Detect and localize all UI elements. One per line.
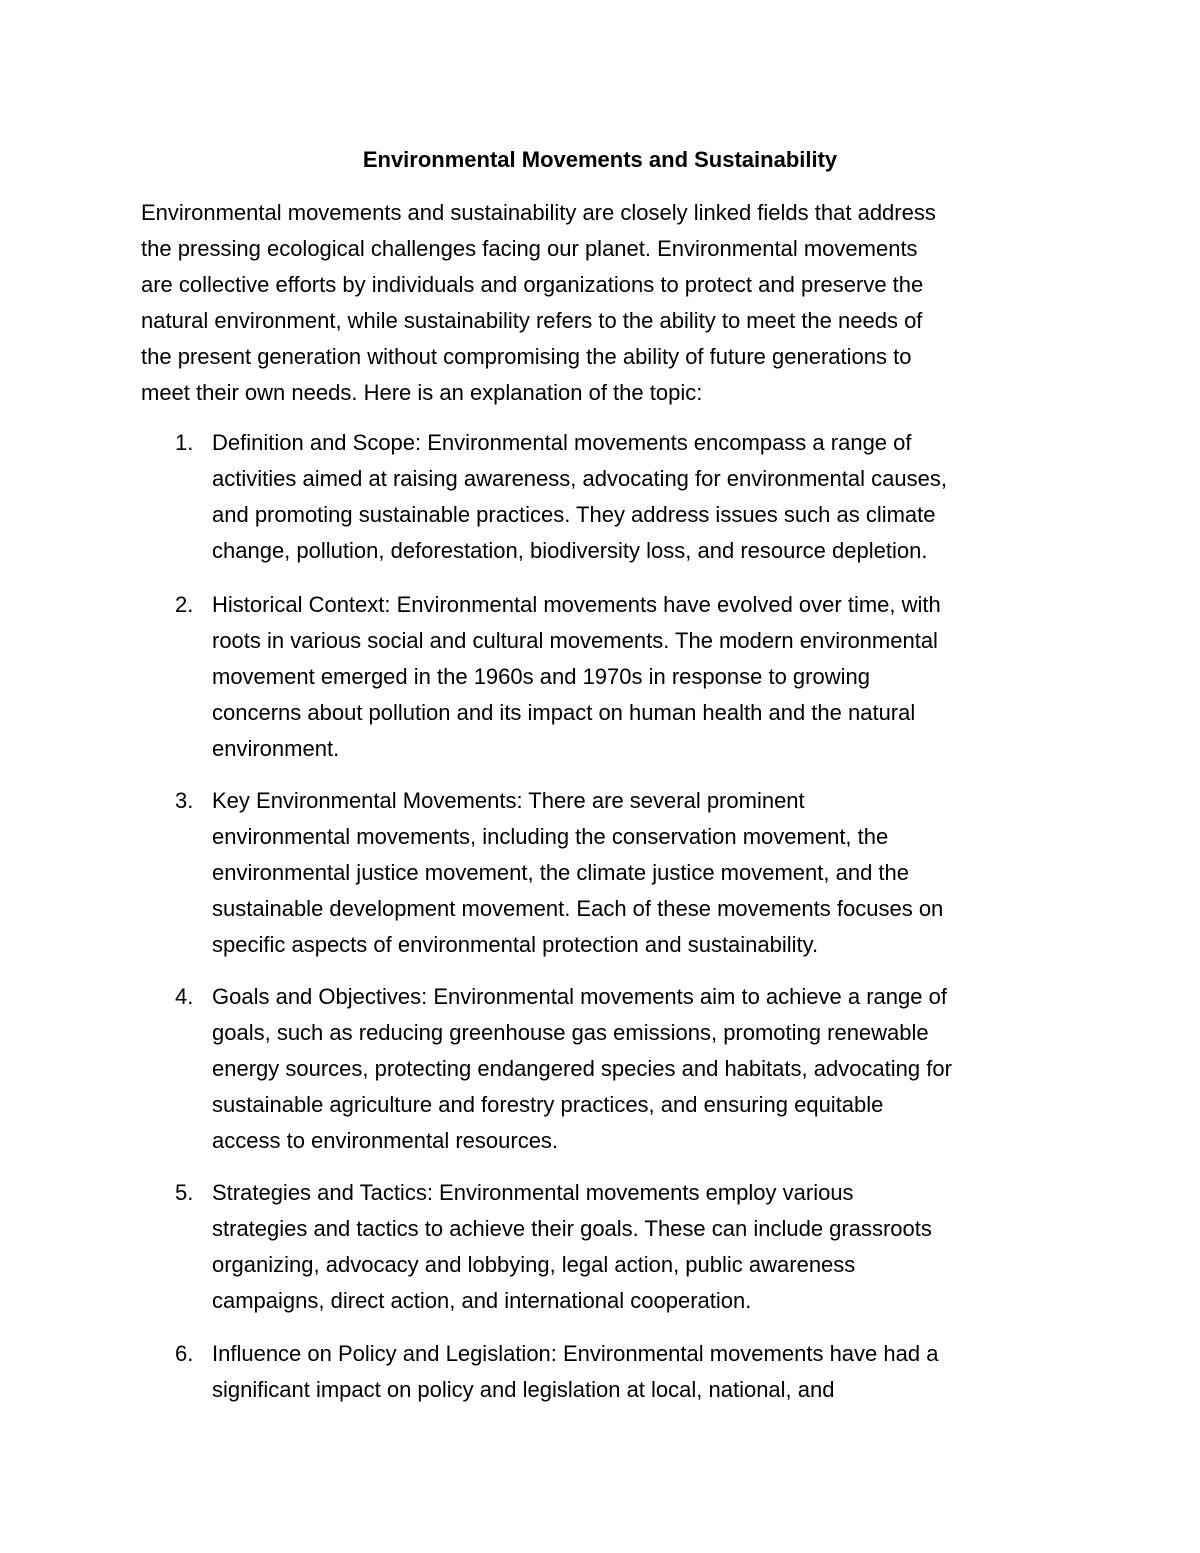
list-item-number: 2.: [175, 592, 194, 617]
list-item-line: roots in various social and cultural movements. The modern environmental: [212, 628, 938, 653]
list-item-line: Influence on Policy and Legislation: Environmental movements have had a: [212, 1341, 939, 1366]
list-item-line: movement emerged in the 1960s and 1970s in response to growing: [212, 664, 870, 689]
list-item-line: Goals and Objectives: Environmental movements aim to achieve a range of: [212, 984, 947, 1009]
intro-line: natural environment, while sustainability refers to the ability to meet the needs of: [141, 308, 923, 333]
list-item-line: goals, such as reducing greenhouse gas emissions, promoting renewable: [212, 1020, 929, 1045]
list-item-line: campaigns, direct action, and international cooperation.: [212, 1288, 752, 1313]
list-item-line: environment.: [212, 736, 340, 761]
list-item-number: 5.: [175, 1180, 194, 1205]
list-item-line: Definition and Scope: Environmental movements encompass a range of: [212, 430, 912, 455]
list-item-text: [212, 587, 1082, 767]
list-item-line: Historical Context: Environmental movements have evolved over time, with: [212, 592, 941, 617]
intro-paragraph: [141, 195, 1081, 411]
list-item-line: Strategies and Tactics: Environmental movements employ various: [212, 1180, 854, 1205]
intro-line: are collective efforts by individuals and organizations to protect and preserve the: [141, 272, 924, 297]
list-item-line: energy sources, protecting endangered species and habitats, advocating for: [212, 1056, 952, 1081]
intro-line: Environmental movements and sustainability are closely linked fields that address: [141, 200, 936, 225]
list-item-number: 4.: [175, 984, 194, 1009]
list-item-line: Key Environmental Movements: There are several prominent: [212, 788, 805, 813]
list-item-line: sustainable development movement. Each of these movements focuses on: [212, 896, 944, 921]
intro-line: the pressing ecological challenges facing our planet. Environmental movements: [141, 236, 918, 261]
list-item-text: [212, 1175, 1082, 1319]
list-item-line: and promoting sustainable practices. They address issues such as climate: [212, 502, 936, 527]
list-item-line: activities aimed at raising awareness, advocating for environmental causes,: [212, 466, 947, 491]
list-item-line: environmental justice movement, the climate justice movement, and the: [212, 860, 909, 885]
list-item-line: significant impact on policy and legislation at local, national, and: [212, 1377, 835, 1402]
list-item-text: [212, 979, 1082, 1159]
intro-line: meet their own needs. Here is an explanation of the topic:: [141, 380, 703, 405]
list-item-line: access to environmental resources.: [212, 1128, 559, 1153]
list-item-line: organizing, advocacy and lobbying, legal action, public awareness: [212, 1252, 856, 1277]
list-item-line: sustainable agriculture and forestry practices, and ensuring equitable: [212, 1092, 884, 1117]
document-title: Environmental Movements and Sustainability: [362, 147, 838, 172]
list-item-line: specific aspects of environmental protection and sustainability.: [212, 932, 819, 957]
list-item-text: [212, 425, 1082, 569]
list-item-line: strategies and tactics to achieve their goals. These can include grassroots: [212, 1216, 932, 1241]
list-item-text: [212, 1336, 1082, 1408]
list-item-number: 1.: [175, 430, 194, 455]
list-item-line: change, pollution, deforestation, biodiversity loss, and resource depletion.: [212, 538, 928, 563]
intro-line: the present generation without compromising the ability of future generations to: [141, 344, 912, 369]
list-item-number: 3.: [175, 788, 194, 813]
list-item-text: [212, 783, 1082, 963]
list-item-number: 6.: [175, 1341, 194, 1366]
list-item-line: concerns about pollution and its impact on human health and the natural: [212, 700, 916, 725]
list-item-line: environmental movements, including the conservation movement, the: [212, 824, 889, 849]
